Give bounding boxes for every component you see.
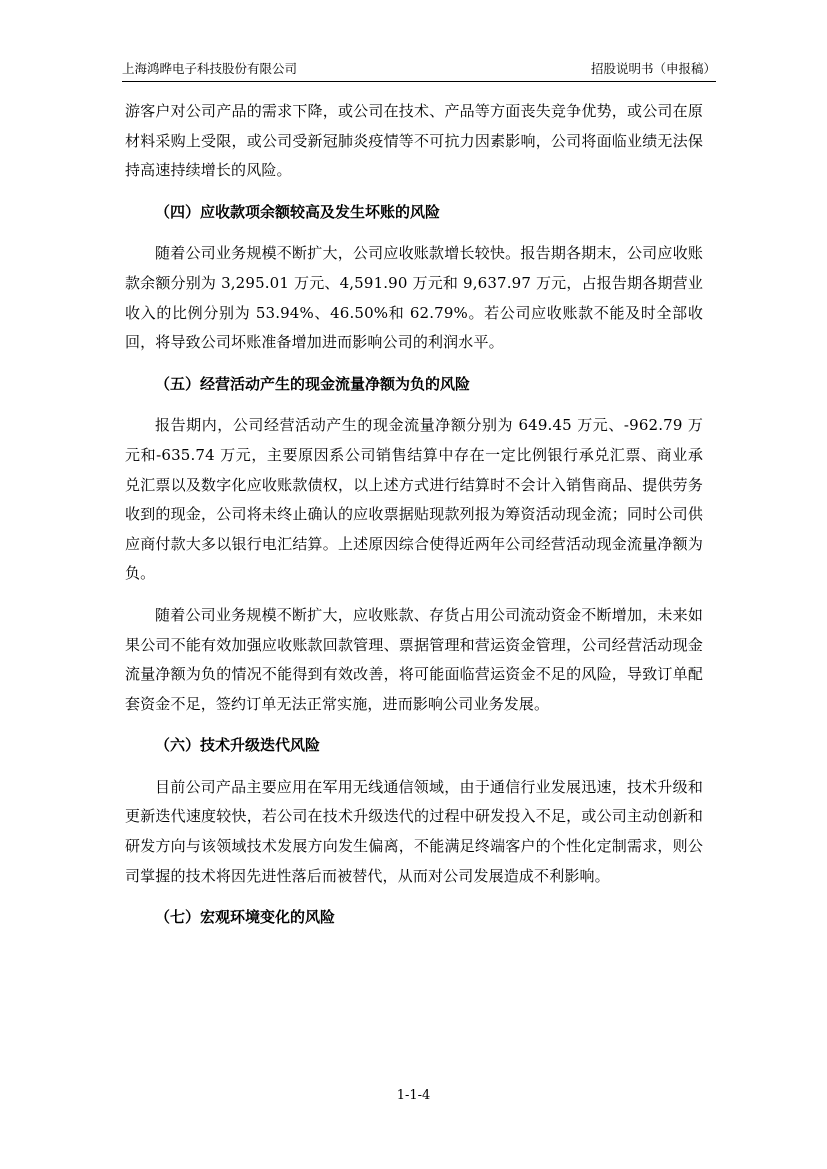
header-divider xyxy=(122,81,716,82)
paragraph-receivables-risk: 随着公司业务规模不断扩大，公司应收账款增长较快。报告期各期末，公司应收账款余额分别为 3,295.01 万元、4,591.90 万元和 9,637.97 万元，占报告期各期营业收入的比例分别为 53.94%、46.50%和 62.79%。若公司应收账款不能及时全部收回，将导致公司坏账准备增加进而影响公司的利润水平。 xyxy=(125,244,703,352)
paragraph-cashflow-2: 随着公司业务规模不断扩大，应收账款、存货占用公司流动资金不断增加，未来如果公司不能有效加强应收账款回款管理、票据管理和营运资金管理，公司经营活动现金流量净额为负的情况不能得到有效改善，将可能面临营运资金不足的风险，导致订单配套资金不足，签约订单无法正常实施，进而影响公司业务发展。 xyxy=(125,605,703,713)
page-header xyxy=(122,58,716,80)
paragraph-cashflow-1: 报告期内，公司经营活动产生的现金流量净额分别为 649.45 万元、-962.79 万元和-635.74 万元，主要原因系公司销售结算中存在一定比例银行承兑汇票、商业承兑汇票以及数字化应收账款债权，以上述方式进行结算时不会计入销售商品、提供劳务收到的现金，公司将未终止确认的应收票据贴现款列报为筹资活动现金流；同时公司供应商付款大多以银行电汇结算。上述原因综合使得近两年公司经营活动现金流量净额为负。 xyxy=(125,416,703,583)
section-heading-7: （七）宏观环境变化的风险 xyxy=(155,908,336,927)
header-document-type: 招股说明书（申报稿） xyxy=(590,61,716,76)
section-heading-5: （五）经营活动产生的现金流量净额为负的风险 xyxy=(155,374,471,393)
paragraph-tech-risk: 目前公司产品主要应用在军用无线通信领域，由于通信行业发展迅速，技术升级和更新迭代速度较快，若公司在技术升级迭代的过程中研发投入不足，或公司主动创新和研发方向与该领域技术发展方向发生偏离，不能满足终端客户的个性化定制需求，则公司掌握的技术将因先进性落后而被替代，从而对公司发展造成不利影响。 xyxy=(125,777,703,885)
section-heading-6: （六）技术升级迭代风险 xyxy=(155,736,321,755)
page-number: 1-1-4 xyxy=(396,1088,431,1103)
header-company-name: 上海鸿晔电子科技股份有限公司 xyxy=(122,61,298,76)
document-body xyxy=(125,97,703,945)
paragraph-continuation: 游客户对公司产品的需求下降，或公司在技术、产品等方面丧失竞争优势，或公司在原材料采购上受限，或公司受新冠肺炎疫情等不可抗力因素影响，公司将面临业绩无法保持高速持续增长的风险。 xyxy=(125,102,703,180)
section-heading-4: （四）应收款项余额较高及发生坏账的风险 xyxy=(155,202,441,221)
